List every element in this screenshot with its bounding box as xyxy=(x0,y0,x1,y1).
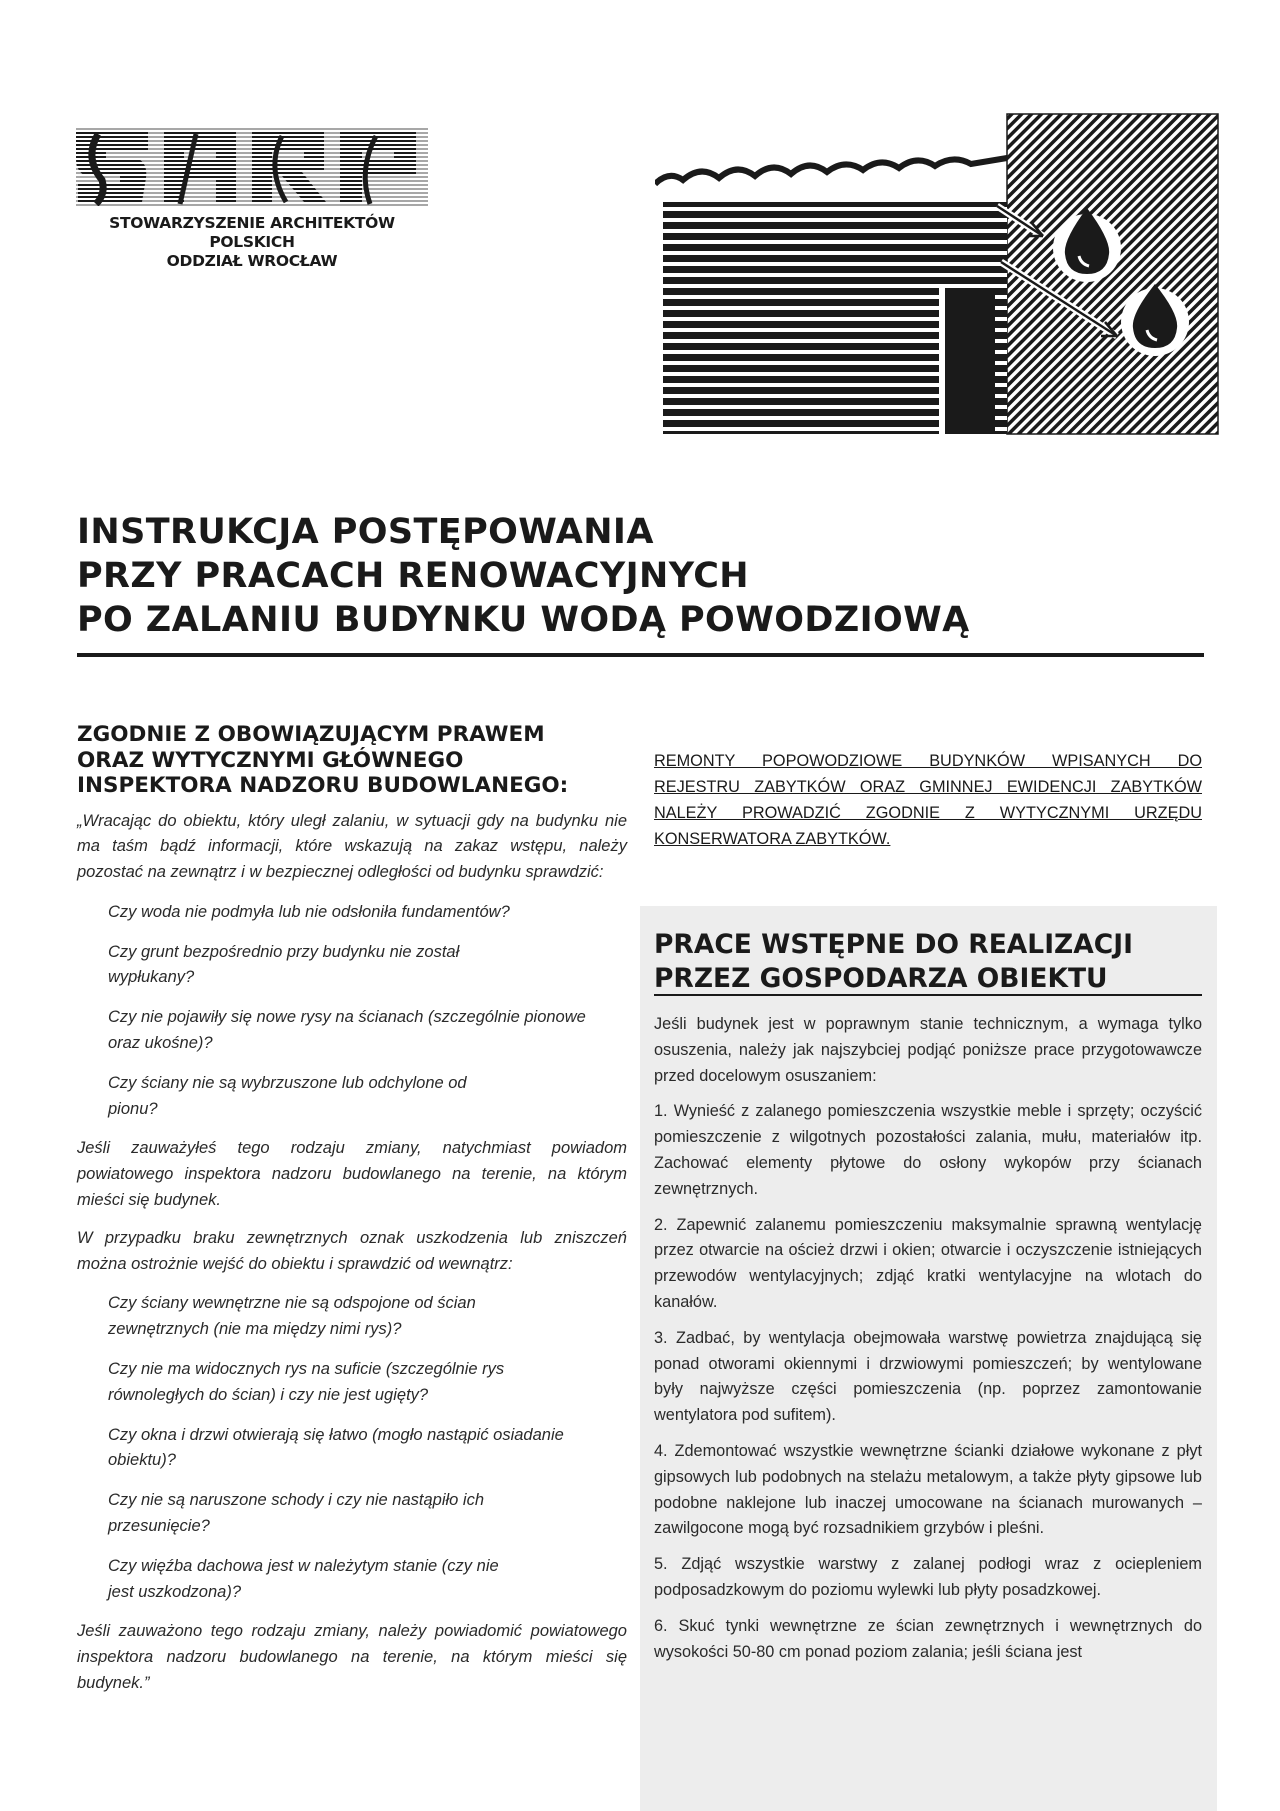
inside-check: Czy więźba dachowa jest w należytym stanie (czy nie jest uszkodzona)? xyxy=(108,1556,499,1601)
step-item: 4. Zdemontować wszystkie wewnętrzne ścianki działowe wykonane z płyt gipsowych lub podobnych na stelażu metalowym, a także płyty gipsowe lub podobne naklejone lub inaczej umocowane na ścianach murowanych – zawilgocone mogą być rozsadnikiem grzybów i pleśni. xyxy=(654,1441,1202,1538)
step-item: 5. Zdjąć wszystkie warstwy z zalanej podłogi wraz z ociepleniem podposadzkowym do poziomu wylewki lub płyty posadzkowej. xyxy=(654,1555,1202,1599)
title-line2: PRZY PRACACH RENOWACYJNYCH xyxy=(77,556,749,596)
panel-intro: Jeśli budynek jest w poprawnym stanie technicznym, a wymaga tylko osuszenia, należy jak najszybciej podjąć poniższe prace przygotowawcze przed docelowym osuszaniem: xyxy=(654,1015,1202,1085)
inside-intro-paragraph: W przypadku braku zewnętrznych oznak uszkodzenia lub zniszczeń można ostrożnie wejść do obiektu i sprawdzić od wewnątrz: xyxy=(77,1228,627,1273)
notify-paragraph: Jeśli zauważyłeś tego rodzaju zmiany, natychmiast powiadom powiatowego inspektora nadzoru budowlanego na terenie, na którym mieści się budynek. xyxy=(77,1139,627,1210)
inside-check: Czy nie ma widocznych rys na suficie (szczególnie rys równoległych do ścian) i czy nie jest ugięty? xyxy=(108,1360,505,1404)
preliminary-works-body xyxy=(654,1012,1202,1675)
legal-heading-line3: INSPEKTORA NADZORU BUDOWLANEGO: xyxy=(77,773,569,798)
outside-check: Czy woda nie podmyła lub nie odsłoniła fundamentów? xyxy=(108,902,510,921)
flooded-building-illustration xyxy=(655,112,1220,437)
legal-heading-line2: ORAZ WYTYCZNYMI GŁÓWNEGO xyxy=(77,747,464,773)
step-item: 3. Zadbać, by wentylacja obejmowała warstwę powietrza znajdującą się ponad otworami okiennymi i drzwiowymi pomieszczeń; by wentylowane były najwyższe części pomieszczenia (np. poprzez zamontowanie wentylatora pod sufitem). xyxy=(654,1328,1202,1425)
sarp-logo-icon xyxy=(76,128,428,206)
sarp-logo xyxy=(76,128,428,270)
outside-check: Czy grunt bezpośrednio przy budynku nie został wypłukany? xyxy=(108,942,460,987)
outside-check: Czy ściany nie są wybrzuszone lub odchylone od pionu? xyxy=(108,1073,467,1118)
step-item: 6. Skuć tynki wewnętrzne ze ścian zewnętrznych i wewnętrznych do wysokości 50-80 cm ponad poziom zalania; jeśli ściana jest xyxy=(654,1616,1202,1661)
legal-guidelines-section xyxy=(77,722,627,1697)
panel-heading-divider xyxy=(654,994,1202,996)
notify-paragraph: Jeśli zauważono tego rodzaju zmiany, należy powiadomić powiatowego inspektora nadzoru budowlanego na terenie, na którym mieści się budynek.” xyxy=(77,1622,627,1693)
monuments-notice: REMONTY POPOWODZIOWE BUDYNKÓW WPISANYCH DO REJESTRU ZABYTKÓW ORAZ GMINNEJ EWIDENCJI ZABYTKÓW NALEŻY PROWADZIĆ ZGODNIE Z WYTYCZNYMI URZĘDU KONSERWATORA ZABYTKÓW. xyxy=(654,752,1202,848)
inside-check: Czy ściany wewnętrzne nie są odspojone od ścian zewnętrznych (nie ma między nimi rys)? xyxy=(108,1294,476,1339)
legal-heading xyxy=(77,722,627,799)
logo-text-line1: STOWARZYSZENIE ARCHITEKTÓW POLSKICH xyxy=(109,214,395,251)
title-divider xyxy=(77,653,1204,657)
intro-paragraph: „Wracając do obiektu, który uległ zalaniu, w sytuacji gdy na budynku nie ma taśm bądź informacji, które wskazują na zakaz wstępu, należy pozostać na zewnątrz i w bezpiecznej odległości od budynku sprawdzić: xyxy=(77,811,627,882)
inside-check: Czy okna i drzwi otwierają się łatwo (mogło nastąpić osiadanie obiektu)? xyxy=(108,1425,564,1470)
legal-heading-line1: ZGODNIE Z OBOWIĄZUJĄCYM PRAWEM xyxy=(77,722,545,747)
document-title xyxy=(77,510,1204,642)
step-item: 2. Zapewnić zalanemu pomieszczeniu maksymalnie sprawną wentylację przez otwarcie na oścież drzwi i okien; otwarcie i oczyszczenie istniejących przewodów wentylacyjnych; zdjąć kratki wentylacyjne na wlotach do kanałów. xyxy=(654,1215,1202,1311)
inside-check: Czy nie są naruszone schody i czy nie nastąpiło ich przesunięcie? xyxy=(108,1491,485,1536)
logo-text-line2: ODDZIAŁ WROCŁAW xyxy=(166,252,338,270)
panel-heading-line2: PRZEZ GOSPODARZA OBIEKTU xyxy=(654,963,1108,994)
title-line1: INSTRUKCJA POSTĘPOWANIA xyxy=(77,512,654,552)
preliminary-works-heading xyxy=(654,928,1204,996)
step-item: 1. Wynieść z zalanego pomieszczenia wszystkie meble i sprzęty; oczyścić pomieszczenie z wilgotnych pozostałości zalania, mułu, materiałów itp. Zachować elementy płytowe do osłony wykopów przy ścianach zewnętrznych. xyxy=(654,1102,1202,1198)
flooded-building-icon xyxy=(655,112,1220,437)
outside-check: Czy nie pojawiły się nowe rysy na ścianach (szczególnie pionowe oraz ukośne)? xyxy=(108,1008,586,1053)
panel-heading-line1: PRACE WSTĘPNE DO REALIZACJI xyxy=(654,929,1133,960)
title-line3: PO ZALANIU BUDYNKU WODĄ POWODZIOWĄ xyxy=(77,600,970,640)
